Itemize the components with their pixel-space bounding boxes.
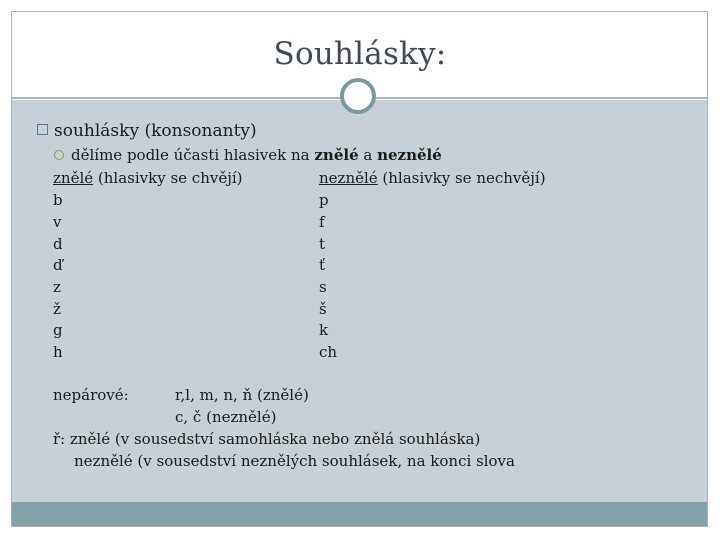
- voiceless-header-underlined: neznělé: [319, 169, 378, 187]
- voiced-letter: d: [53, 235, 63, 253]
- voiced-letter: ď: [53, 256, 63, 274]
- voiced-letter: z: [53, 278, 61, 296]
- unpaired-voiceless: c, č (neznělé): [175, 408, 277, 426]
- voiceless-letter: s: [319, 278, 327, 296]
- level1-bullet-text: souhlásky (konsonanty): [54, 121, 257, 141]
- voiced-letter: b: [53, 191, 63, 209]
- level2-bold-voiceless: neznělé: [377, 146, 442, 164]
- slide-title: Souhlásky:: [273, 36, 447, 72]
- level2-middle: a: [358, 146, 378, 164]
- voiceless-letter: f: [319, 213, 325, 231]
- voiced-letter: ž: [53, 300, 61, 318]
- voiceless-header-rest: (hlasivky se nechvějí): [377, 169, 546, 187]
- voiceless-column-header: [319, 169, 546, 187]
- level2-bold-voiced: znělé: [314, 146, 359, 164]
- level2-prefix: dělíme podle účasti hlasivek na: [71, 146, 315, 164]
- voiceless-letter: ť: [319, 256, 326, 274]
- voiced-header-underlined: znělé: [53, 169, 94, 187]
- square-bullet-icon: [37, 124, 48, 135]
- voiceless-letter: ch: [319, 343, 338, 361]
- unpaired-label: nepárové:: [53, 386, 129, 404]
- circle-ornament-icon: [340, 78, 376, 114]
- unpaired-voiced: r,l, m, n, ň (znělé): [175, 386, 309, 404]
- r-rule-line1: ř: znělé (v sousedství samohláska nebo znělá souhláska): [53, 430, 481, 448]
- voiced-header-rest: (hlasivky se chvějí): [93, 169, 243, 187]
- ring-bullet-icon: [54, 150, 64, 160]
- level2-bullet-text: [71, 146, 442, 164]
- voiceless-letter: p: [319, 191, 329, 209]
- voiceless-letter: t: [319, 235, 326, 253]
- voiced-letter: h: [53, 343, 63, 361]
- voiced-column-header: [53, 169, 243, 187]
- footer-bar: [12, 502, 707, 526]
- voiceless-letter: š: [319, 300, 327, 318]
- voiceless-letter: k: [319, 321, 329, 339]
- r-rule-line2: neznělé (v sousedství neznělých souhlásek, na konci slova: [74, 452, 515, 470]
- voiced-letter: v: [53, 213, 62, 231]
- voiced-letter: g: [53, 321, 63, 339]
